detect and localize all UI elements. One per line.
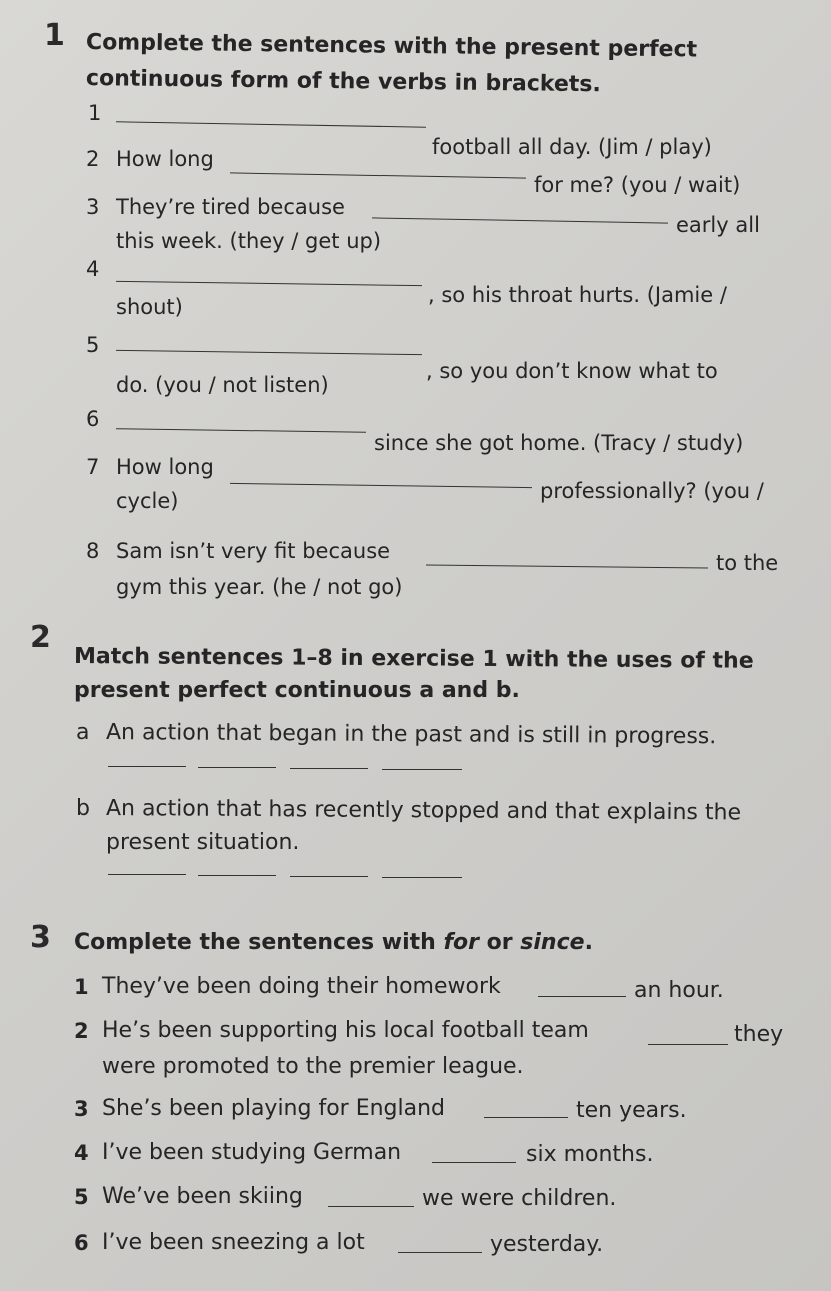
ex3-item-3-text-b: ten years. — [576, 1098, 687, 1123]
ex1-item-5-text-c: do. (you / not listen) — [116, 373, 329, 397]
ex1-item-1-text: football all day. (Jim / play) — [432, 135, 712, 159]
ex3-item-4-number: 4 — [74, 1141, 89, 1165]
ex1-item-3-blank[interactable] — [372, 217, 668, 223]
ex3-item-5-text-b: we were children. — [422, 1186, 617, 1211]
ex1-item-7-text-b: professionally? (you / — [540, 479, 764, 503]
ex3-item-6-text-a: I’ve been sneezing a lot — [102, 1230, 365, 1255]
ex1-item-6-number: 6 — [86, 407, 100, 431]
ex3-item-5-text-a: We’ve been skiing — [102, 1184, 303, 1209]
ex3-item-3-blank[interactable] — [484, 1117, 568, 1118]
ex1-item-5-number: 5 — [86, 333, 100, 357]
ex1-item-5-blank[interactable] — [116, 350, 422, 355]
exercise-2-use-a-blank-2[interactable] — [198, 767, 276, 768]
exercise-2-use-b-text-line-1: An action that has recently stopped and that explains the — [105, 796, 742, 826]
exercise-3-instruction-or: or — [479, 930, 521, 955]
ex1-item-5-text-b: , so you don’t know what to — [426, 359, 718, 383]
exercise-3-instruction-pre: Complete the sentences with — [74, 930, 444, 955]
ex3-item-2-blank[interactable] — [648, 1044, 728, 1045]
exercise-2-use-b-text-line-2: present situation. — [106, 830, 300, 855]
ex3-item-6-number: 6 — [74, 1231, 89, 1255]
ex3-item-4-text-b: six months. — [526, 1142, 654, 1167]
ex3-item-3-number: 3 — [74, 1097, 89, 1121]
ex1-item-1-blank[interactable] — [116, 121, 426, 127]
ex1-item-4-number: 4 — [86, 257, 100, 281]
ex3-item-4-text-a: I’ve been studying German — [102, 1140, 402, 1165]
ex3-item-5-number: 5 — [74, 1185, 89, 1209]
ex3-item-2-text-c: were promoted to the premier league. — [102, 1054, 524, 1079]
ex1-item-3-number: 3 — [86, 195, 100, 219]
exercise-3-number: 3 — [30, 920, 51, 955]
exercise-2-instruction-line-2: present perfect continuous a and b. — [74, 678, 520, 703]
ex1-item-2-text-b: for me? (you / wait) — [534, 173, 741, 197]
ex1-item-8-number: 8 — [86, 539, 100, 563]
ex1-item-8-text-b: to the — [716, 551, 779, 575]
exercise-1-instruction-line-2: continuous form of the verbs in brackets. — [85, 66, 601, 98]
exercise-2-use-b-blank-4[interactable] — [382, 877, 462, 878]
exercise-3-instruction-period: . — [584, 930, 593, 955]
exercise-2-instruction-line-1: Match sentences 1–8 in exercise 1 with the uses of the — [73, 644, 754, 674]
ex1-item-2-text-a: How long — [116, 147, 214, 171]
ex1-item-4-blank[interactable] — [116, 281, 422, 286]
ex1-item-7-text-c: cycle) — [116, 489, 179, 513]
ex1-item-3-text-c: this week. (they / get up) — [116, 229, 382, 253]
ex3-item-2-text-a: He’s been supporting his local football team — [102, 1018, 589, 1043]
exercise-2-use-a-text: An action that began in the past and is still in progress. — [105, 720, 717, 750]
ex3-item-2-text-b: they — [734, 1022, 784, 1047]
ex1-item-8-text-a: Sam isn’t very fit because — [116, 539, 391, 563]
exercise-3-instruction-for: for — [443, 930, 479, 955]
ex1-item-8-blank[interactable] — [426, 565, 708, 569]
exercise-1-instruction-line-1: Complete the sentences with the present perfect — [85, 30, 698, 63]
ex3-item-6-blank[interactable] — [398, 1252, 482, 1253]
exercise-2-use-b-letter: b — [76, 796, 90, 821]
ex1-item-8-text-c: gym this year. (he / not go) — [116, 575, 403, 599]
exercise-2-use-a-blank-4[interactable] — [382, 769, 462, 770]
ex3-item-3-text-a: She’s been playing for England — [102, 1096, 446, 1121]
exercise-2-use-b-blank-3[interactable] — [290, 876, 368, 877]
ex1-item-7-number: 7 — [86, 455, 100, 479]
ex3-item-1-text-a: They’ve been doing their homework — [102, 974, 501, 999]
ex1-item-2-number: 2 — [86, 147, 100, 171]
ex3-item-4-blank[interactable] — [432, 1162, 516, 1163]
exercise-1-number: 1 — [44, 18, 65, 53]
ex1-item-6-blank[interactable] — [116, 428, 366, 432]
ex1-item-1-number: 1 — [88, 101, 102, 125]
ex1-item-3-text-b: early all — [676, 213, 760, 237]
ex3-item-1-number: 1 — [74, 975, 89, 999]
exercise-2-use-b-blank-1[interactable] — [108, 874, 186, 875]
ex1-item-7-blank[interactable] — [230, 483, 532, 488]
ex3-item-6-text-b: yesterday. — [490, 1232, 604, 1257]
ex3-item-1-text-b: an hour. — [634, 978, 724, 1003]
ex1-item-3-text-a: They’re tired because — [116, 195, 345, 219]
ex3-item-1-blank[interactable] — [538, 996, 626, 997]
exercise-3-instruction — [74, 930, 593, 956]
ex3-item-2-number: 2 — [74, 1019, 89, 1043]
ex1-item-6-text-b: since she got home. (Tracy / study) — [374, 431, 744, 455]
exercise-2-use-a-blank-3[interactable] — [290, 768, 368, 769]
ex1-item-2-blank[interactable] — [230, 172, 526, 178]
exercise-2-use-a-letter: a — [76, 720, 90, 745]
ex3-item-5-blank[interactable] — [328, 1206, 414, 1207]
ex1-item-4-text-c: shout) — [116, 295, 183, 319]
exercise-2-use-b-blank-2[interactable] — [198, 875, 276, 876]
ex1-item-4-text-b: , so his throat hurts. (Jamie / — [428, 283, 727, 307]
exercise-2-use-a-blank-1[interactable] — [108, 766, 186, 767]
exercise-2-number: 2 — [30, 620, 51, 655]
exercise-3-instruction-since: since — [520, 930, 585, 955]
ex1-item-7-text-a: How long — [116, 455, 214, 479]
